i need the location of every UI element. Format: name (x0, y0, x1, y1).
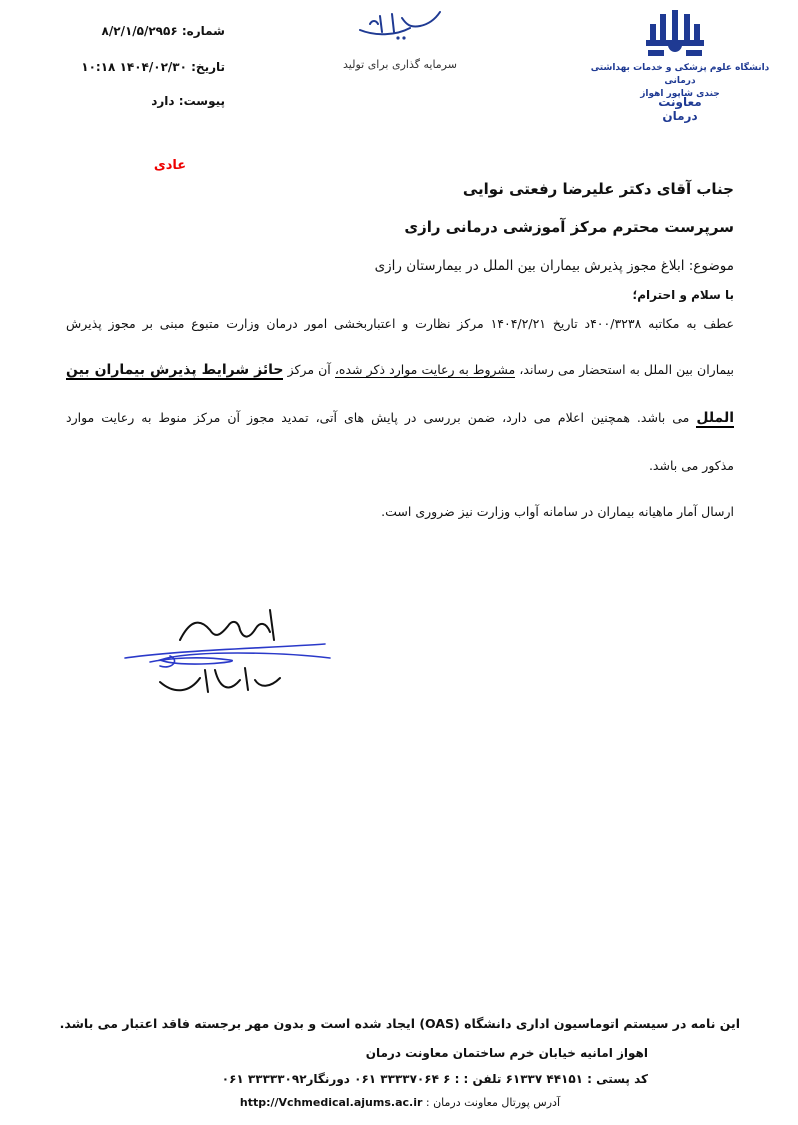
department-name: معاونت درمان (658, 95, 702, 123)
university-logo-icon (640, 10, 710, 60)
university-name-line2: جندی شاپور اهواز (640, 89, 720, 99)
body-line-2-part-c: آن مرکز (287, 362, 331, 377)
letter-date-value: ۱۴۰۴/۰۲/۳۰ ۱۰:۱۸ (81, 60, 187, 74)
greeting: با سلام و احترام؛ (632, 288, 734, 302)
body-line-5: ارسال آمار ماهیانه بیماران در سامانه آواب وزارت نیز ضروری است. (381, 504, 734, 519)
subject-label: موضوع: (688, 258, 734, 274)
portal-label: آدرس پورتال معاونت درمان : (425, 1096, 560, 1109)
footer-portal (240, 1096, 560, 1109)
letter-date-label: تاریخ: (191, 60, 225, 74)
bismillah-calligraphy (340, 6, 460, 42)
letter-attachment-value: دارد (151, 94, 175, 108)
body-line-3 (66, 410, 734, 426)
body-line-1: عطف به مکاتبه ۴۰۰/۳۲۳۸د تاریخ ۱۴۰۴/۲/۲۱ مرکز نظارت و اعتباربخشی امور درمان وزارت متبوع مبنی بر مجوز پذیرش (66, 316, 734, 331)
footer-phones: کد پستی : ۴۴۱۵۱ ۶۱۳۳۷ تلفن : : ۶ ۳۳۳۳۷۰۶۴ ۰۶۱ دورنگار۳۳۳۳۳۰۹۲ ۰۶۱ (221, 1072, 648, 1086)
recipient-name: جناب آقای دکتر علیرضا رفعتی نوایی (462, 180, 734, 198)
subject-text: ابلاغ مجوز پذیرش بیماران بین الملل در بیمارستان رازی (374, 258, 685, 274)
body-line-2 (66, 362, 734, 378)
footer-notice: این نامه در سیستم اتوماسیون اداری دانشگاه (OAS) ایجاد شده است و بدون مهر برجسته فاقد اعتبار می باشد. (59, 1016, 740, 1031)
letter-number-value: ۸/۲/۱/۵/۲۹۵۶ (101, 24, 178, 38)
body-line-3-highlight: الملل (696, 410, 734, 426)
slogan: سرمایه گذاری برای تولید (343, 58, 457, 71)
letter-number (100, 24, 225, 38)
footer-address: اهواز امانیه خیابان خرم ساختمان معاونت درمان (365, 1046, 648, 1060)
portal-link[interactable]: http://Vchmedical.ajums.ac.ir (239, 1096, 423, 1109)
body-line-2-highlight: حائز شرایط پذیرش بیماران بین (66, 362, 284, 378)
body-line-4: مذکور می باشد. (648, 458, 734, 473)
letter-number-label: شماره: (181, 24, 225, 38)
subject-line (375, 258, 734, 274)
handwritten-signature (120, 600, 335, 710)
recipient-title: سرپرست محترم مرکز آموزشی درمانی رازی (404, 218, 734, 236)
letter-attachment-label: پیوست: (178, 94, 225, 108)
letter-attachment (151, 94, 225, 108)
body-line-3-text: می باشد. همچنین اعلام می دارد، ضمن بررسی در پایش های آتی، تمدید مجوز آن مرکز منوط به رعایت موارد (66, 410, 690, 425)
body-line-2-condition: مشروط به رعایت موارد ذکر شده، (334, 362, 516, 377)
university-name-line1: دانشگاه علوم پزشکی و خدمات بهداشتی درمانی (590, 63, 770, 86)
body-line-2-part-a: بیماران بین الملل به استحضار می رساند، (519, 362, 734, 377)
letter-date (81, 60, 225, 74)
priority-label: عادی (153, 158, 187, 173)
